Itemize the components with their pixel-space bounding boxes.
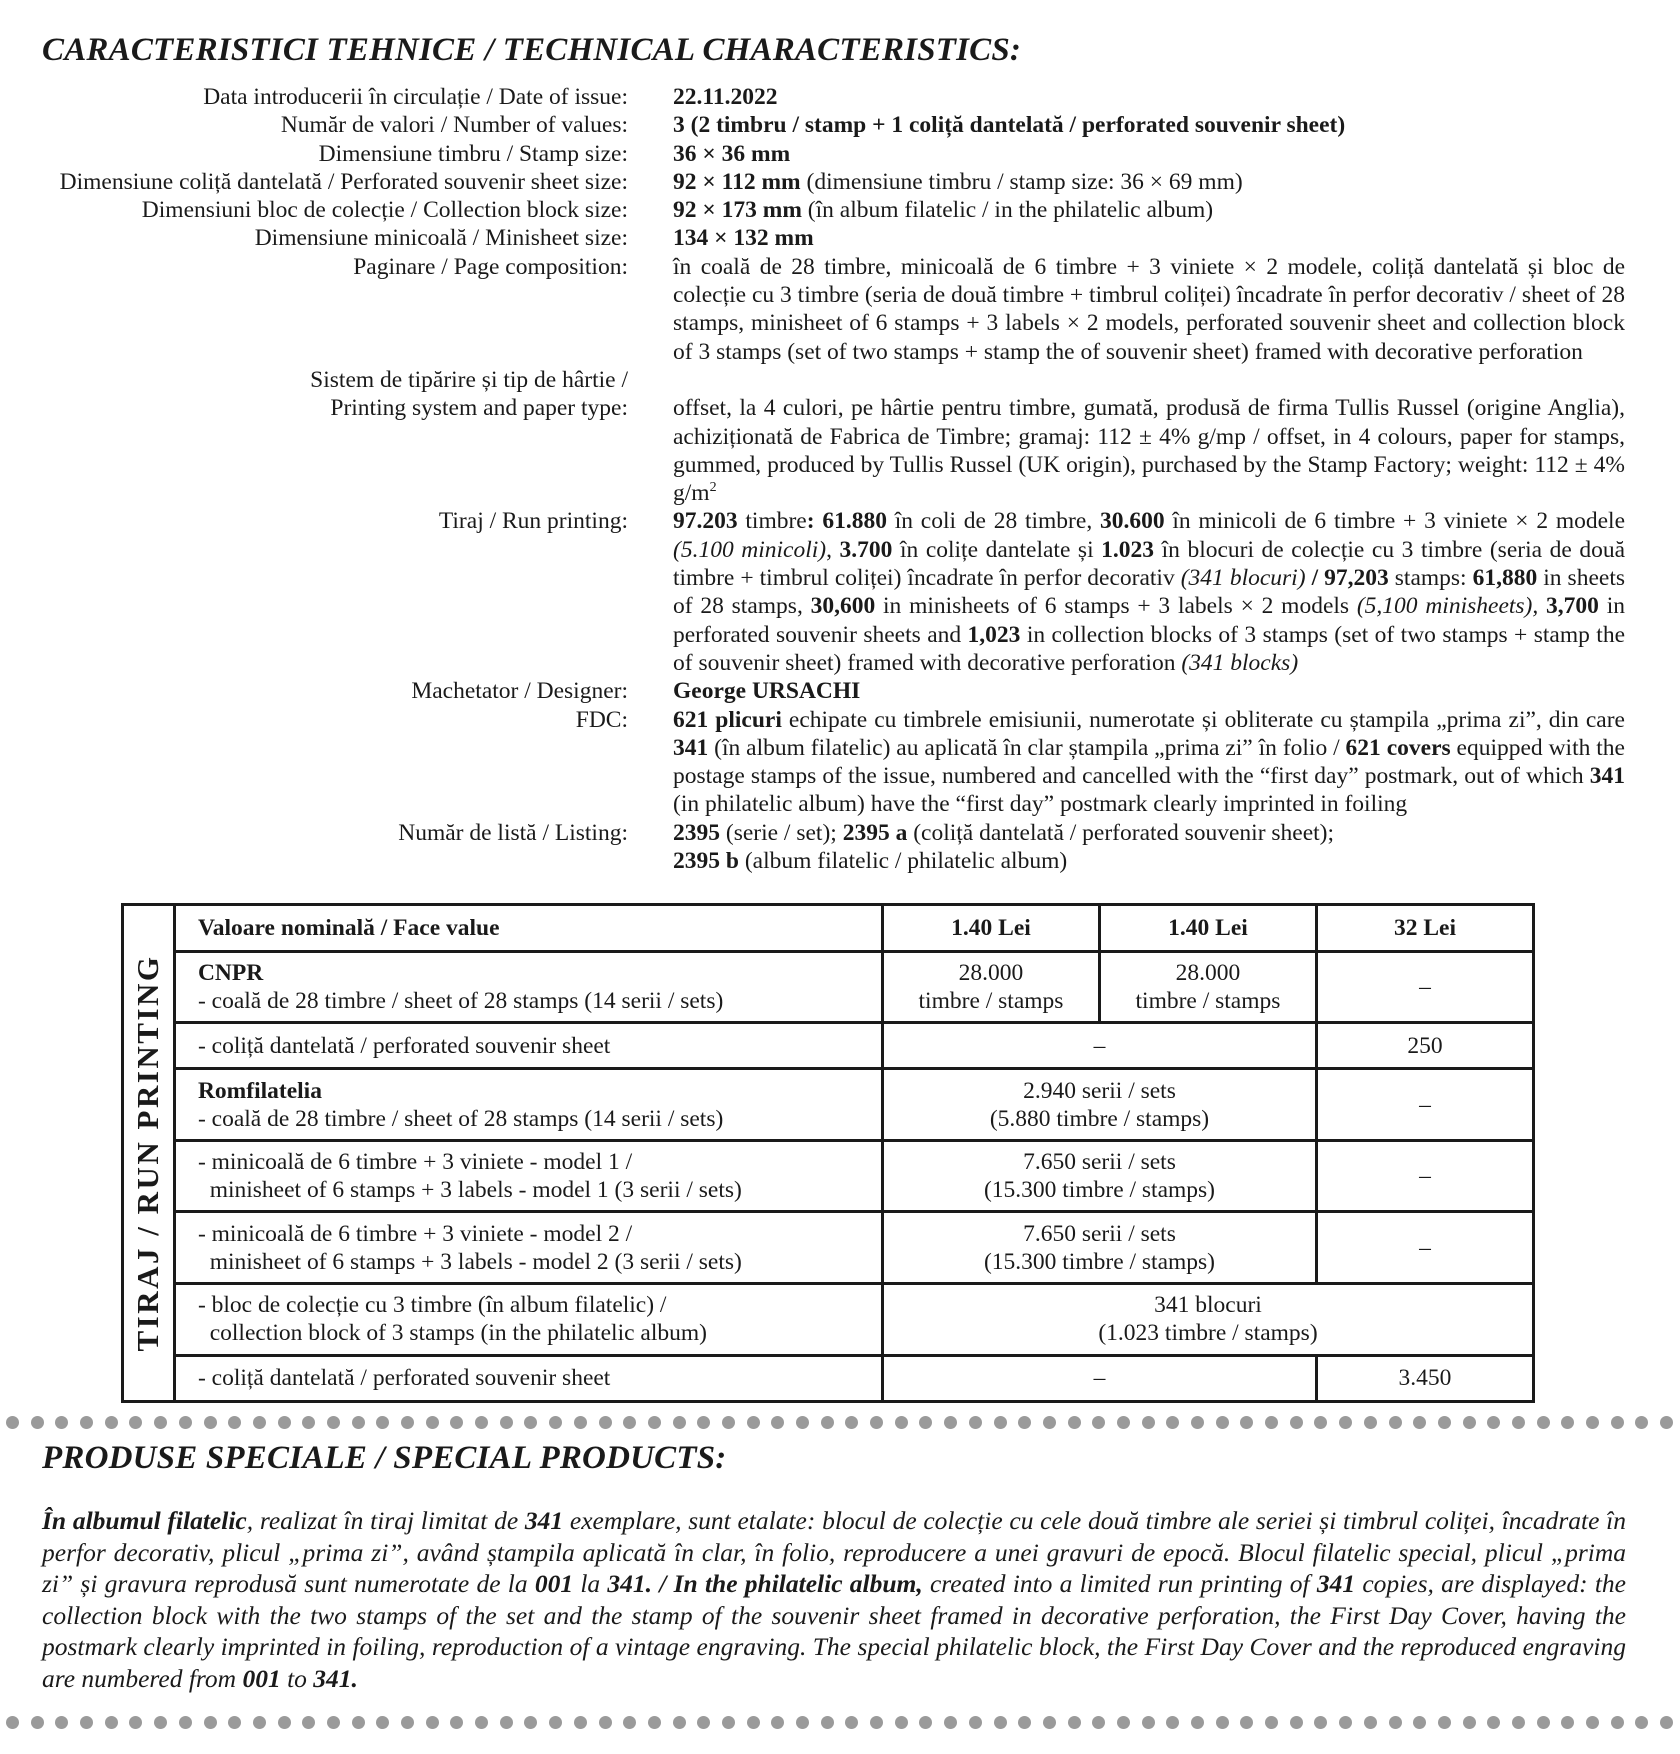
divider-dot: [327, 1716, 340, 1729]
divider-dot: [1166, 1716, 1179, 1729]
divider-dot: [1438, 1416, 1451, 1429]
spec-listing: [0, 819, 1680, 876]
divider-dot: [1117, 1416, 1130, 1429]
divider-dot: [327, 1416, 340, 1429]
spec-block-size: [0, 196, 1680, 224]
table-row: [123, 1140, 1534, 1212]
divider-dot: [401, 1716, 414, 1729]
spec-label: Machetator / Designer:: [411, 678, 628, 705]
divider-dot: [154, 1716, 167, 1729]
spec-label: Dimensiune timbru / Stamp size:: [318, 140, 628, 167]
divider-dot: [796, 1416, 809, 1429]
divider-dot: [1586, 1716, 1599, 1729]
spec-label: Paginare / Page composition:: [353, 253, 628, 280]
divider-dot: [31, 1716, 44, 1729]
divider-dot: [1166, 1416, 1179, 1429]
divider-dot: [500, 1416, 513, 1429]
divider-dot: [944, 1716, 957, 1729]
divider-dot: [1265, 1716, 1278, 1729]
table-cell: –: [1316, 1140, 1533, 1212]
spec-label: Număr de listă / Listing:: [398, 819, 628, 846]
divider-dot: [722, 1416, 735, 1429]
divider-dot: [105, 1716, 118, 1729]
divider-dot: [1463, 1716, 1476, 1729]
divider-dot: [80, 1716, 93, 1729]
table-cell: –: [883, 1355, 1317, 1401]
divider-dot: [895, 1416, 908, 1429]
divider-dot: [1561, 1416, 1574, 1429]
table-cell: CNPR - coală de 28 timbre / sheet of 28 stamps (14 serii / sets): [174, 952, 882, 1023]
table-cell: - minicoală de 6 timbre + 3 viniete - model 2 / minisheet of 6 stamps + 3 labels - model 2 (3 serii / sets): [174, 1212, 882, 1284]
divider-dot: [944, 1416, 957, 1429]
divider-dot: [278, 1416, 291, 1429]
table-cell: 341 blocuri (1.023 timbre / stamps): [883, 1283, 1534, 1355]
divider-dot: [80, 1416, 93, 1429]
divider-dot: [821, 1416, 834, 1429]
divider-dot: [1142, 1716, 1155, 1729]
divider-dot: [1364, 1716, 1377, 1729]
divider-dot: [722, 1716, 735, 1729]
divider-dot: [1240, 1416, 1253, 1429]
divider-dot: [549, 1716, 562, 1729]
divider-dot: [1339, 1716, 1352, 1729]
divider-dot: [1413, 1716, 1426, 1729]
divider-dot: [475, 1716, 488, 1729]
spec-label: FDC:: [575, 706, 628, 733]
divider-dot: [179, 1716, 192, 1729]
spec-value: 22.11.2022: [673, 84, 778, 110]
divider-dot: [697, 1716, 710, 1729]
divider-dot: [1611, 1716, 1624, 1729]
divider-dot: [1068, 1716, 1081, 1729]
divider-dot: [1635, 1716, 1648, 1729]
divider-dot: [1265, 1416, 1278, 1429]
divider-dot: [302, 1416, 315, 1429]
divider-dot: [821, 1716, 834, 1729]
divider-dot: [204, 1716, 217, 1729]
divider-dot: [599, 1416, 612, 1429]
divider-dot: [870, 1416, 883, 1429]
divider-dot: [1314, 1416, 1327, 1429]
divider-dot: [376, 1716, 389, 1729]
dotted-divider: [0, 1716, 1680, 1732]
spec-label: Data introducerii în circulație / Date of issue:: [203, 84, 628, 110]
divider-dot: [55, 1416, 68, 1429]
divider-dot: [1191, 1716, 1204, 1729]
side-label-cell: [123, 905, 175, 1402]
table-row: [123, 1283, 1534, 1355]
divider-dot: [574, 1716, 587, 1729]
divider-dot: [1512, 1416, 1525, 1429]
divider-dot: [129, 1416, 142, 1429]
spec-values: [0, 111, 1680, 139]
divider-dot: [6, 1716, 19, 1729]
divider-dot: [919, 1716, 932, 1729]
divider-dot: [673, 1416, 686, 1429]
divider-dot: [994, 1716, 1007, 1729]
table-row: [123, 1212, 1534, 1284]
divider-dot: [771, 1716, 784, 1729]
divider-dot: [574, 1416, 587, 1429]
table-cell: –: [883, 1022, 1317, 1068]
divider-dot: [994, 1416, 1007, 1429]
divider-dot: [1018, 1716, 1031, 1729]
divider-dot: [1216, 1716, 1229, 1729]
table-cell: Romfilatelia - coală de 28 timbre / sheet of 28 stamps (14 serii / sets): [174, 1069, 882, 1141]
table-row: [123, 1022, 1534, 1068]
divider-dot: [969, 1716, 982, 1729]
divider-dot: [1389, 1416, 1402, 1429]
divider-dot: [475, 1416, 488, 1429]
divider-dot: [1487, 1416, 1500, 1429]
table-cell: 250: [1316, 1022, 1533, 1068]
divider-dot: [623, 1416, 636, 1429]
spec-value: 92 × 173 mm (în album filatelic / in the philatelic album): [673, 197, 1214, 224]
divider-dot: [376, 1416, 389, 1429]
divider-dot: [1339, 1416, 1352, 1429]
divider-dot: [1635, 1416, 1648, 1429]
spec-value: 97.203 timbre: 61.880 în coli de 28 timbre, 30.600 în minicoli de 6 timbre + 3 viniete × 2 modele (5.100 minicoli), 3.700 în colițe dantelate și 1.023 în blocuri de colecție cu 3 timbre (seria de două timbre + timbrul coliței) încadrate în perfor decorativ (341 blocuri) / 97,203 stamps: 61,880 in sheets of 28 stamps, 30,600 in minisheets of 6 stamps + 3 labels × 2 models (5,100 minisheets), 3,700 in perforated souvenir sheets and 1,023 in collection blocks of 3 stamps (set of two stamps + stamp the of souvenir sheet) framed with decorative perforation (341 blocks): [673, 508, 1626, 676]
table-cell: 7.650 serii / sets (15.300 timbre / stamps): [883, 1212, 1317, 1284]
table-cell: 3.450: [1316, 1355, 1533, 1401]
divider-dot: [697, 1416, 710, 1429]
table-cell: –: [1316, 952, 1533, 1023]
divider-dot: [845, 1416, 858, 1429]
spec-value: 36 × 36 mm: [673, 140, 791, 167]
divider-dot: [895, 1716, 908, 1729]
divider-dot: [1537, 1416, 1550, 1429]
divider-dot: [179, 1416, 192, 1429]
spec-label: Dimensiuni bloc de colecție / Collection block size:: [141, 197, 628, 224]
divider-dot: [1216, 1416, 1229, 1429]
table-cell: - coliță dantelată / perforated souvenir sheet: [174, 1022, 882, 1068]
table-header-value: 32 Lei: [1316, 905, 1533, 952]
specs-list: [0, 83, 1680, 875]
spec-designer: [0, 677, 1680, 705]
table-row: [123, 1069, 1534, 1141]
divider-dot: [1018, 1416, 1031, 1429]
divider-dot: [426, 1416, 439, 1429]
divider-dot: [1660, 1716, 1673, 1729]
table-cell: - bloc de colecție cu 3 timbre (în album filatelic) / collection block of 3 stamps (in the philatelic album): [174, 1283, 882, 1355]
divider-dot: [623, 1716, 636, 1729]
table-header-value: 1.40 Lei: [883, 905, 1100, 952]
divider-dot: [969, 1416, 982, 1429]
divider-dot: [228, 1416, 241, 1429]
divider-dot: [1364, 1416, 1377, 1429]
divider-dot: [55, 1716, 68, 1729]
divider-dot: [500, 1716, 513, 1729]
divider-dot: [450, 1416, 463, 1429]
divider-dot: [1117, 1716, 1130, 1729]
divider-dot: [1043, 1416, 1056, 1429]
divider-dot: [401, 1416, 414, 1429]
spec-value: 134 × 132 mm: [673, 225, 814, 252]
divider-dot: [648, 1716, 661, 1729]
spec-page-composition: [0, 253, 1680, 366]
spec-fdc: [0, 706, 1680, 819]
divider-dot: [599, 1716, 612, 1729]
table-header-label: Valoare nominală / Face value: [174, 905, 882, 952]
table-cell: - coliță dantelată / perforated souvenir sheet: [174, 1355, 882, 1401]
divider-dot: [1463, 1416, 1476, 1429]
divider-dot: [870, 1716, 883, 1729]
spec-value: 2395 (serie / set); 2395 a (coliță dantelată / perforated souvenir sheet); 2395 b (album filatelic / philatelic album): [673, 819, 1335, 875]
spec-value: 3 (2 timbru / stamp + 1 coliță dantelată / perforated souvenir sheet): [673, 112, 1346, 139]
spec-minisheet-size: [0, 224, 1680, 252]
spec-value: 621 plicuri echipate cu timbrele emisiunii, numerotate și obliterate cu ștampila „prima zi”, din care 341 (în album filatelic) au aplicată în clar ștampila „prima zi” în folio / 621 covers equipped with the postage stamps of the issue, numbered and cancelled with the “first day” postmark, out of which 341 (in philatelic album) have the “first day” postmark clearly imprinted in foiling: [673, 706, 1625, 818]
divider-dot: [1438, 1716, 1451, 1729]
table-cell: 28.000 timbre / stamps: [883, 952, 1100, 1023]
divider-dot: [1314, 1716, 1327, 1729]
divider-dot: [1586, 1416, 1599, 1429]
run-printing-table: [121, 903, 1535, 1403]
table-header-value: 1.40 Lei: [1099, 905, 1316, 952]
divider-dot: [845, 1716, 858, 1729]
table-row: [123, 952, 1534, 1023]
divider-dot: [253, 1416, 266, 1429]
table-cell: 2.940 serii / sets (5.880 timbre / stamps): [883, 1069, 1317, 1141]
divider-dot: [1043, 1716, 1056, 1729]
divider-dot: [673, 1716, 686, 1729]
divider-dot: [549, 1416, 562, 1429]
spec-sheet-size: [0, 168, 1680, 196]
divider-dot: [1660, 1416, 1673, 1429]
divider-dot: [1290, 1416, 1303, 1429]
spec-printing-system: [0, 366, 1680, 507]
divider-dot: [1413, 1416, 1426, 1429]
technical-characteristics-title: CARACTERISTICI TEHNICE / TECHNICAL CHARACTERISTICS:: [42, 32, 1022, 68]
side-label: TIRAJ / RUN PRINTING: [130, 954, 166, 1352]
divider-dot: [1290, 1716, 1303, 1729]
spec-value: George URSACHI: [673, 678, 861, 705]
divider-dot: [524, 1716, 537, 1729]
divider-dot: [1487, 1716, 1500, 1729]
special-products-text: În albumul filatelic, realizat în tiraj limitat de 341 exemplare, sunt etalate: blocul de colecție cu cele două timbre ale seriei și timbrul coliței, încadrate în perfor decorativ, plicul „prima zi”, având ștampila aplicată în clar, în folio, reproducere a unei gravuri de epocă. Blocul filatelic special, plicul „prima zi” și gravura reprodusă sunt numerotate de la 001 la 341. / In the philatelic album, created into a limited run printing of 341 copies, are displayed: the collection block with the two stamps of the set and the stamp of the souvenir sheet framed in decorative perforation, the First Day Cover, having the postmark clearly imprinted in foiling, reproduction of a vintage engraving. The special philatelic block, the First Day Cover and the reproduced engraving are numbered from 001 to 341.: [42, 1506, 1627, 1693]
divider-dot: [648, 1416, 661, 1429]
divider-dot: [747, 1716, 760, 1729]
divider-dot: [1611, 1416, 1624, 1429]
spec-value: offset, la 4 culori, pe hârtie pentru timbre, gumată, produsă de firma Tullis Russel (origine Anglia), achiziționată de Fabrica de Timbre; gramaj: 112 ± 4% g/mp / offset, in 4 colours, paper for stamps, gummed, produced by Tullis Russel (UK origin), purchased by the Stamp Factory; weight: 112 ± 4% $g/m^2$: [673, 395, 1625, 507]
spec-label: Dimensiune coliță dantelată / Perforated souvenir sheet size:: [59, 168, 628, 195]
divider-dot: [129, 1716, 142, 1729]
divider-dot: [524, 1416, 537, 1429]
divider-dot: [31, 1416, 44, 1429]
divider-dot: [747, 1416, 760, 1429]
spec-label: Sistem de tipărire și tip de hârtie / Printing system and paper type:: [310, 366, 628, 422]
table-row: [123, 905, 1534, 952]
divider-dot: [228, 1716, 241, 1729]
divider-dot: [1389, 1716, 1402, 1729]
divider-dot: [253, 1716, 266, 1729]
table-row: [123, 1355, 1534, 1401]
dotted-divider: [0, 1416, 1680, 1432]
divider-dot: [352, 1416, 365, 1429]
divider-dot: [1561, 1716, 1574, 1729]
divider-dot: [105, 1416, 118, 1429]
divider-dot: [450, 1716, 463, 1729]
divider-dot: [1240, 1716, 1253, 1729]
divider-dot: [1142, 1416, 1155, 1429]
spec-run-printing: [0, 507, 1680, 677]
spec-label: Tiraj / Run printing:: [438, 508, 628, 535]
divider-dot: [796, 1716, 809, 1729]
spec-label: Dimensiune minicoală / Minisheet size:: [254, 225, 628, 252]
spec-label: Număr de valori / Number of values:: [280, 112, 628, 139]
table-cell: 7.650 serii / sets (15.300 timbre / stamps): [883, 1140, 1317, 1212]
divider-dot: [302, 1716, 315, 1729]
divider-dot: [1512, 1716, 1525, 1729]
table-cell: –: [1316, 1212, 1533, 1284]
spec-date: [0, 83, 1680, 111]
spec-value: în coală de 28 timbre, minicoală de 6 timbre + 3 viniete × 2 modele, coliță dantelată și bloc de colecție cu 3 timbre (seria de două timbre + timbrul coliței) încadrate în perfor decorativ / sheet of 28 stamps, minisheet of 6 stamps + 3 labels × 2 models, perforated souvenir sheet and collection block of 3 stamps (set of two stamps + stamp the of souvenir sheet) framed with decorative perforation: [673, 253, 1625, 365]
divider-dot: [771, 1416, 784, 1429]
divider-dot: [1191, 1416, 1204, 1429]
divider-dot: [426, 1716, 439, 1729]
divider-dot: [1537, 1716, 1550, 1729]
table-cell: –: [1316, 1069, 1533, 1141]
spec-value: 92 × 112 mm (dimensiune timbru / stamp size: 36 × 69 mm): [673, 168, 1243, 195]
special-products-title: PRODUSE SPECIALE / SPECIAL PRODUCTS:: [42, 1440, 727, 1476]
divider-dot: [1092, 1416, 1105, 1429]
divider-dot: [154, 1416, 167, 1429]
table-cell: 28.000 timbre / stamps: [1099, 952, 1316, 1023]
divider-dot: [6, 1416, 19, 1429]
divider-dot: [1092, 1716, 1105, 1729]
divider-dot: [1068, 1416, 1081, 1429]
table-cell: - minicoală de 6 timbre + 3 viniete - model 1 / minisheet of 6 stamps + 3 labels - model 1 (3 serii / sets): [174, 1140, 882, 1212]
spec-stamp-size: [0, 140, 1680, 168]
divider-dot: [919, 1416, 932, 1429]
divider-dot: [352, 1716, 365, 1729]
divider-dot: [204, 1416, 217, 1429]
divider-dot: [278, 1716, 291, 1729]
